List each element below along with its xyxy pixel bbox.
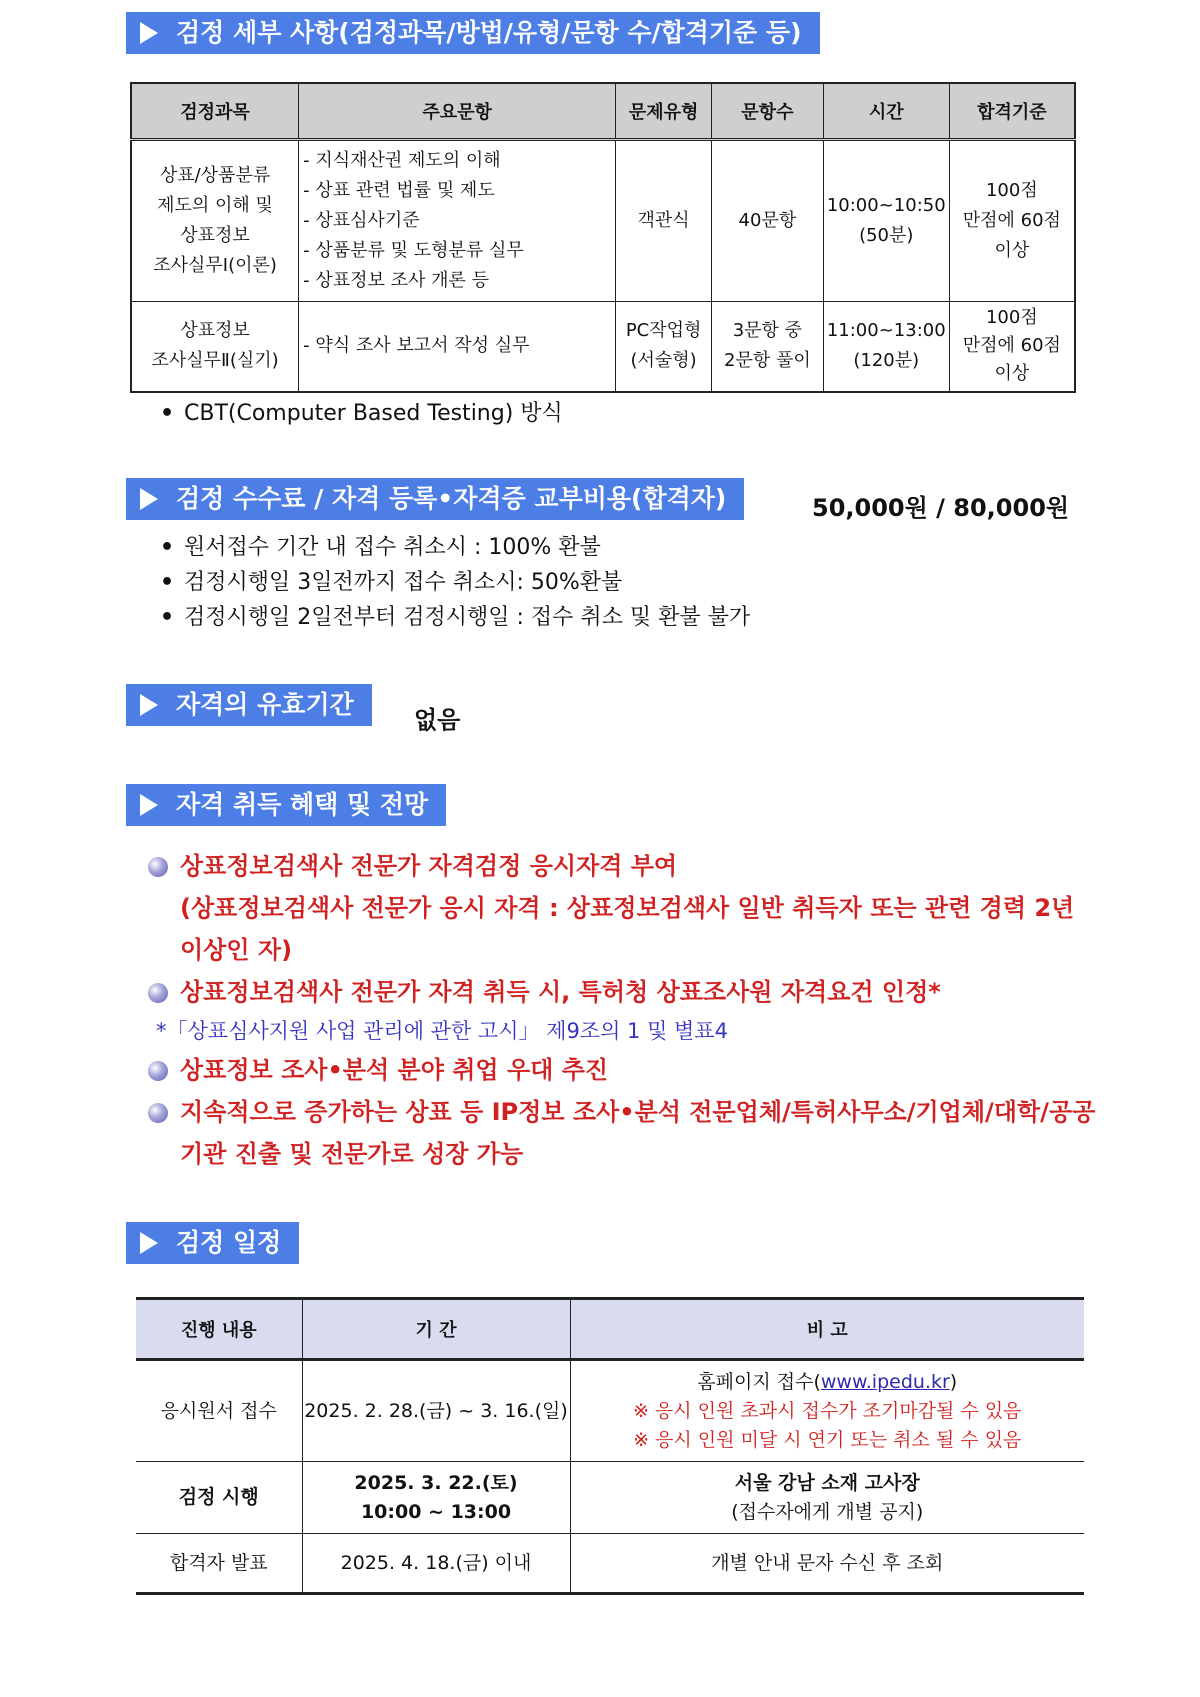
list-item: • 검정시행일 3일전까지 접수 취소시: 50%환불 — [160, 565, 750, 600]
section-title: 자격의 유효기간 — [176, 690, 354, 719]
refund-rules-list — [160, 530, 750, 635]
criteria-cell: 100점 만점에 60점 이상 — [949, 140, 1075, 302]
benefit-item: 상표정보 조사•분석 분야 취업 우대 추진 — [148, 1049, 1098, 1091]
section-schedule — [126, 1222, 299, 1264]
section-fee — [126, 478, 744, 520]
count-cell: 3문항 중 2문항 풀이 — [712, 302, 824, 392]
list-item: • 검정시행일 2일전부터 검정시행일 : 접수 취소 및 환불 불가 — [160, 600, 750, 635]
section-title: 검정 일정 — [176, 1228, 282, 1257]
warning-note: ※ 응시 인원 미달 시 연기 또는 취소 될 수 있음 — [633, 1428, 1022, 1451]
schedule-note-cell: 서울 강남 소재 고사장 (접수자에게 개별 공지) — [570, 1462, 1084, 1534]
validity-value: 없음 — [414, 706, 461, 734]
schedule-name-cell: 합격자 발표 — [136, 1534, 302, 1594]
subject-cell: 상표/상품분류 제도의 이해 및 상표정보 조사실무Ⅰ(이론) — [131, 140, 299, 302]
time-cell: 11:00~13:00 (120분) — [823, 302, 949, 392]
column-header: 문제유형 — [616, 83, 712, 140]
schedule-period-cell: 2025. 2. 28.(금) ~ 3. 16.(일) — [302, 1360, 570, 1462]
column-header: 시간 — [823, 83, 949, 140]
cbt-note-list — [160, 396, 563, 431]
sphere-bullet-icon — [148, 1103, 168, 1123]
column-header: 주요문항 — [299, 83, 616, 140]
table-row — [136, 1360, 1084, 1462]
benefits-list — [148, 845, 1098, 1175]
triangle-bullet-icon — [140, 488, 158, 510]
section-title: 자격 취득 혜택 및 전망 — [176, 790, 429, 819]
benefit-item: 지속적으로 증가하는 상표 등 IP정보 조사•분석 전문업체/특허사무소/기업체/대학/공공기관 진출 및 전문가로 성장 가능 — [148, 1091, 1098, 1175]
type-cell: PC작업형 (서술형) — [616, 302, 712, 392]
section-details — [126, 12, 820, 54]
benefit-item: 상표정보검색사 전문가 자격검정 응시자격 부여 — [148, 845, 1098, 887]
benefit-footnote: *「상표심사지원 사업 관리에 관한 고시」 제9조의 1 및 별표4 — [156, 1019, 728, 1043]
column-header: 기 간 — [302, 1299, 570, 1360]
section-validity — [126, 684, 372, 726]
schedule-note-cell: 개별 안내 문자 수신 후 조회 — [570, 1534, 1084, 1594]
column-header: 비 고 — [570, 1299, 1084, 1360]
list-item: • 원서접수 기간 내 접수 취소시 : 100% 환불 — [160, 530, 750, 565]
section-title: 검정 수수료 / 자격 등록•자격증 교부비용(합격자) — [176, 484, 727, 513]
benefit-item: 상표정보검색사 전문가 자격 취득 시, 특허청 상표조사원 자격요건 인정* — [148, 971, 1098, 1013]
column-header: 합격기준 — [949, 83, 1075, 140]
exam-details-table — [130, 82, 1076, 393]
schedule-name-cell: 응시원서 접수 — [136, 1360, 302, 1462]
column-header: 문항수 — [712, 83, 824, 140]
warning-note: ※ 응시 인원 초과시 접수가 조기마감될 수 있음 — [632, 1399, 1022, 1422]
sphere-bullet-icon — [148, 857, 168, 877]
sphere-bullet-icon — [148, 983, 168, 1003]
triangle-bullet-icon — [140, 694, 158, 716]
table-row — [136, 1462, 1084, 1534]
table-row — [131, 140, 1075, 302]
schedule-period-cell: 2025. 4. 18.(금) 이내 — [302, 1534, 570, 1594]
section-title: 검정 세부 사항(검정과목/방법/유형/문항 수/합격기준 등) — [176, 18, 802, 47]
time-cell: 10:00~10:50 (50분) — [823, 140, 949, 302]
table-row — [131, 302, 1075, 392]
table-header-row — [136, 1299, 1084, 1360]
column-header: 검정과목 — [131, 83, 299, 140]
homepage-link[interactable]: www.ipedu.kr — [820, 1370, 950, 1393]
section-banner-validity — [126, 684, 372, 726]
criteria-cell: 100점 만점에 60점 이상 — [949, 302, 1075, 392]
fee-value: 50,000원 / 80,000원 — [812, 494, 1070, 522]
benefit-item-sub: (상표정보검색사 전문가 응시 자격 : 상표정보검색사 일반 취득자 또는 관련 경력 2년 이상인 자) — [180, 894, 1075, 964]
schedule-note-cell: 홈페이지 접수(www.ipedu.kr) ※ 응시 인원 초과시 접수가 조기마감될 수 있음 ※ 응시 인원 미달 시 연기 또는 취소 될 수 있음 — [570, 1360, 1084, 1462]
triangle-bullet-icon — [140, 22, 158, 44]
section-banner-schedule — [126, 1222, 299, 1264]
section-banner-details — [126, 12, 820, 54]
items-cell: - 지식재산권 제도의 이해 - 상표 관련 법률 및 제도 - 상표심사기준 - 상품분류 및 도형분류 실무 - 상표정보 조사 개론 등 — [299, 140, 616, 302]
column-header: 진행 내용 — [136, 1299, 302, 1360]
table-header-row — [131, 83, 1075, 140]
count-cell: 40문항 — [712, 140, 824, 302]
schedule-period-cell: 2025. 3. 22.(토) 10:00 ~ 13:00 — [302, 1462, 570, 1534]
schedule-name-cell: 검정 시행 — [136, 1462, 302, 1534]
items-cell: - 약식 조사 보고서 작성 실무 — [299, 302, 616, 392]
section-banner-fee — [126, 478, 744, 520]
triangle-bullet-icon — [140, 794, 158, 816]
subject-cell: 상표정보 조사실무Ⅱ(실기) — [131, 302, 299, 392]
table-row — [136, 1534, 1084, 1594]
triangle-bullet-icon — [140, 1232, 158, 1254]
section-banner-benefits — [126, 784, 446, 826]
schedule-table — [136, 1297, 1084, 1595]
cbt-note: • CBT(Computer Based Testing) 방식 — [160, 396, 563, 431]
type-cell: 객관식 — [616, 140, 712, 302]
sphere-bullet-icon — [148, 1061, 168, 1081]
section-benefits — [126, 784, 446, 826]
